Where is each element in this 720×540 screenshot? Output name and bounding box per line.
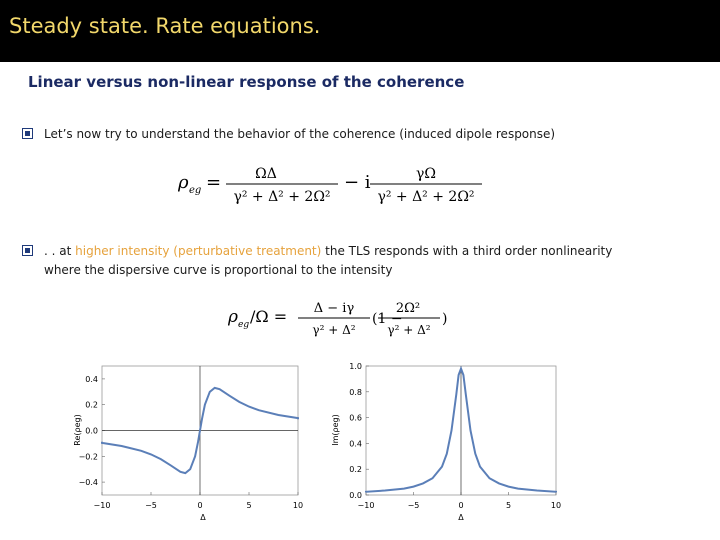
y-tick-label: 0.8 [349,387,362,397]
y-tick-label: 0.0 [85,426,98,436]
eq2-frac1-den: γ² + Δ² [312,323,356,337]
re-ylabel: Re(ρeg) [73,414,82,446]
bullet-item-1 [22,125,555,144]
re-xlabel: Δ [200,513,206,522]
x-tick-label: 0 [197,501,203,510]
eq1-minus-i: − i [344,172,371,193]
x-tick-label: 10 [550,501,562,510]
y-tick-label: 0.4 [349,439,362,449]
chart-real-part [70,360,310,525]
eq2-frac2-den: γ² + Δ² [387,323,431,337]
bullet-2-suffix: the TLS responds with a third order nonlinearity [321,244,613,258]
im-xlabel: Δ [458,513,464,522]
eq2-frac1-num: Δ − iγ [313,301,355,316]
chart-imaginary-part [328,360,568,525]
y-tick-label: 0.0 [349,491,362,500]
bullet-2-line2: where the dispersive curve is proportional to the intensity [44,263,393,277]
y-tick-label: 1.0 [349,362,362,371]
eq2-paren-close: ) [442,311,448,327]
y-tick-label: 0.2 [349,465,362,475]
y-tick-label: 0.2 [85,400,98,410]
y-tick-label: −0.2 [78,452,98,462]
eq2-paren-open: (1 − [372,311,403,327]
title-bar [0,0,720,62]
eq2-lhs: ρ [228,307,238,327]
x-tick-label: −5 [407,501,420,510]
x-tick-label: −10 [93,501,111,510]
eq2-lhs-rest: /Ω = [250,307,288,326]
eq2-lhs-sub: eg [238,320,250,330]
bullet-item-2 [22,242,612,280]
x-tick-label: −10 [357,501,375,510]
y-tick-label: 0.4 [85,374,98,384]
eq1-frac2-num: γΩ [416,166,436,182]
slide-subtitle: Linear versus non-linear response of the coherence [28,73,465,91]
checkbox-bullet-icon [22,245,33,256]
bullet-text-1: Let’s now try to understand the behavior of the coherence (induced dipole response) [44,127,556,141]
im-ylabel: Im(ρeg) [331,414,340,446]
bullet-text-2 [44,242,612,280]
equation-nonlinear [228,292,453,342]
bullet-2-highlight: higher intensity (perturbative treatment) [75,244,322,258]
y-tick-label: −0.4 [78,478,98,488]
x-tick-label: −5 [145,501,157,510]
slide-title: Steady state. Rate equations. [9,14,321,38]
y-tick-label: 0.6 [349,413,362,423]
x-tick-label: 10 [292,501,304,510]
bullet-2-prefix: . . at [44,244,76,258]
eq1-frac2-den: γ² + Δ² + 2Ω² [377,189,475,205]
eq1-frac1-num: ΩΔ [255,166,277,182]
x-tick-label: 5 [246,501,252,510]
checkbox-bullet-icon [22,128,33,139]
x-tick-label: 5 [505,501,512,510]
eq2-frac2-num: 2Ω² [395,301,421,316]
eq1-frac1-den: γ² + Δ² + 2Ω² [233,189,331,205]
eq1-equals: = [206,172,222,193]
eq1-lhs-sub: eg [189,185,202,196]
equation-coherence [178,160,498,210]
x-tick-label: 0 [458,501,464,510]
eq1-lhs: ρ [178,172,189,193]
